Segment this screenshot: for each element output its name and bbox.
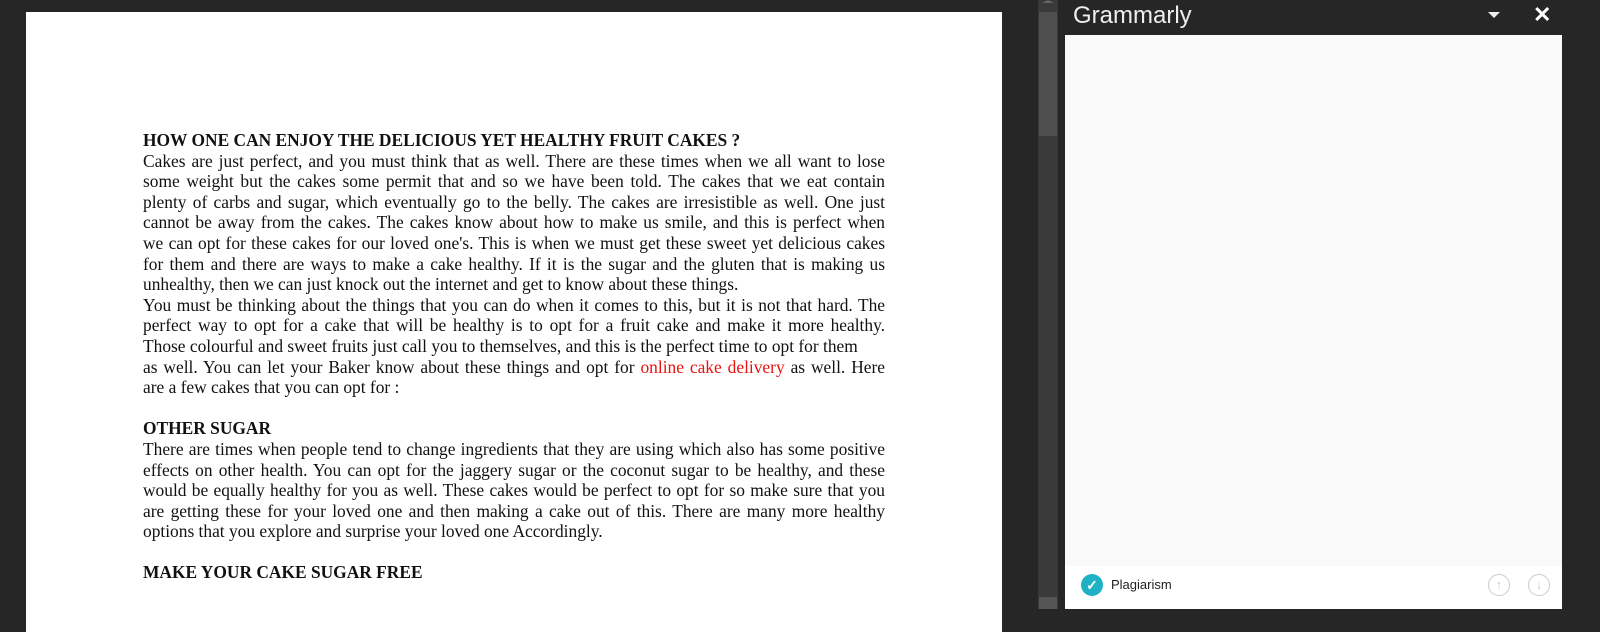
section-heading: MAKE YOUR CAKE SUGAR FREE bbox=[143, 562, 423, 583]
section-heading: OTHER SUGAR bbox=[143, 418, 272, 439]
next-arrow-icon[interactable]: ↓ bbox=[1528, 574, 1550, 596]
text-segment: as well. Here bbox=[784, 356, 886, 377]
blank-line bbox=[143, 398, 885, 419]
text-line: some weight but the cakes some permit that and so we have been told. The cakes that we eat contain bbox=[143, 171, 885, 192]
text-line: are getting these for your loved one and then making a cake out of this. There are many more healthy bbox=[143, 500, 885, 521]
text-line bbox=[143, 357, 885, 378]
panel-content bbox=[1065, 35, 1562, 566]
plagiarism-label[interactable]: Plagiarism bbox=[1111, 577, 1172, 592]
blank-line bbox=[143, 542, 885, 563]
scroll-down-arrow-icon[interactable] bbox=[1039, 597, 1057, 609]
text-line: options that you explore and surprise your loved one Accordingly. bbox=[143, 521, 603, 542]
document-body[interactable] bbox=[143, 130, 885, 583]
section-heading: HOW ONE CAN ENJOY THE DELICIOUS YET HEALTHY FRUIT CAKES ? bbox=[143, 130, 741, 150]
text-line: unhealthy, then we can just knock out the internet and get to know about these things. bbox=[143, 274, 739, 295]
scroll-up-arrow-icon[interactable] bbox=[1042, 0, 1054, 3]
text-line: perfect way to opt for a cake that will be healthy is to opt for a fruit cake and make it more healthy. bbox=[143, 315, 885, 336]
text-line: for them and there are ways to make a cake healthy. If it is the sugar and the gluten that is making us bbox=[143, 253, 885, 274]
text-line: There are times when people tend to change ingredients that they are using which also has some positive bbox=[143, 438, 885, 459]
text-line: are a few cakes that you can opt for : bbox=[143, 377, 400, 398]
text-line: You must be thinking about the things that you can do when it comes to this, but it is not that hard. The bbox=[143, 294, 885, 315]
text-line: we can opt for these cakes for our loved one's. This is when we must get these sweet yet delicious cakes bbox=[143, 232, 885, 253]
grammarly-panel bbox=[1065, 0, 1562, 609]
document-scrollbar[interactable] bbox=[1038, 0, 1058, 609]
text-line: would be equally healthy for you as well. These cakes would be perfect to opt for so make sure that you bbox=[143, 480, 885, 501]
close-icon[interactable]: ✕ bbox=[1533, 2, 1552, 27]
text-line: effects on other health. You can opt for the jaggery sugar or the coconut sugar to be healthy, and these bbox=[143, 459, 885, 480]
text-segment: as well. You can let your Baker know about these things and opt for bbox=[143, 356, 641, 377]
document-page[interactable] bbox=[26, 12, 1002, 632]
panel-menu-dropdown-icon[interactable] bbox=[1488, 12, 1500, 18]
text-line: Cakes are just perfect, and you must think that as well. There are these times when we all want to lose bbox=[143, 150, 885, 171]
panel-title: Grammarly bbox=[1073, 2, 1192, 29]
scrollbar-thumb[interactable] bbox=[1039, 12, 1057, 136]
text-line: cannot be away from the cakes. The cakes know about how to make us smile, and this is perfect when bbox=[143, 212, 885, 233]
text-line: Those colourful and sweet fruits just call you to themselves, and this is the perfect time to opt for them bbox=[143, 335, 858, 356]
previous-arrow-icon[interactable]: ↑ bbox=[1488, 574, 1510, 596]
panel-footer bbox=[1065, 566, 1562, 609]
online-cake-delivery-link[interactable]: online cake delivery bbox=[640, 356, 785, 377]
text-line: plenty of carbs and sugar, which eventually go to the belly. The cakes are irresistible as well. One just bbox=[143, 191, 885, 212]
check-circle-icon[interactable]: ✓ bbox=[1081, 574, 1103, 596]
